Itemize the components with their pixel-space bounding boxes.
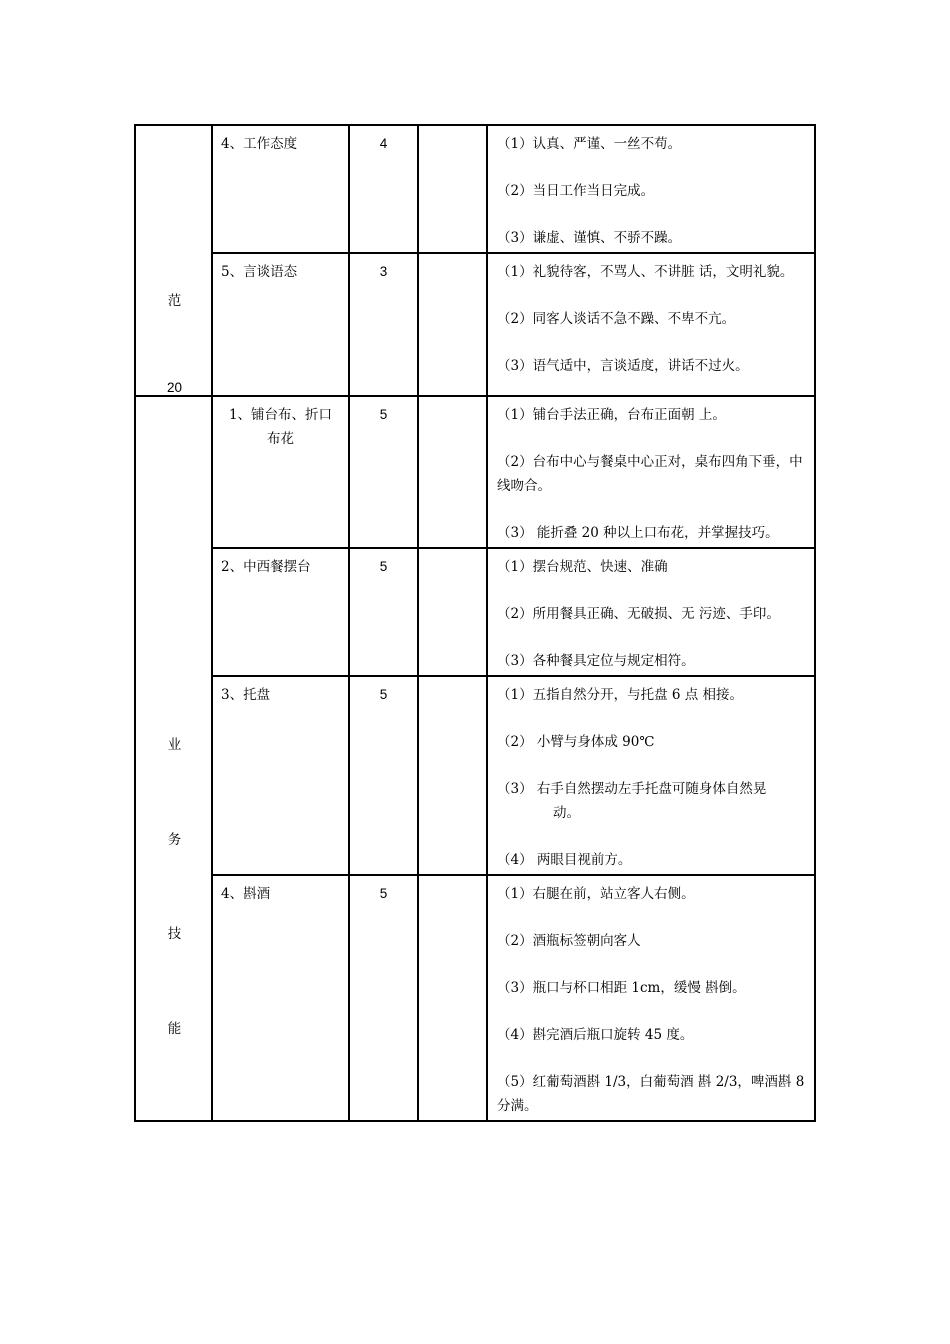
table-row [135, 396, 815, 548]
standard-line: （1）摆台规范、快速、准确 [497, 559, 668, 575]
table-row [135, 253, 815, 396]
category-cell-norms [135, 125, 212, 396]
score-value: 5 [379, 886, 388, 901]
blank-cell [418, 125, 487, 253]
score-value: 4 [379, 136, 388, 151]
blank-cell [418, 396, 487, 548]
standard-line: （1）礼貌待客，不骂人、不讲脏 话，文明礼貌。 [497, 264, 794, 280]
item-label: 3、托盘 [221, 687, 271, 703]
blank-cell [418, 875, 487, 1121]
standards-list [488, 126, 814, 250]
score-value: 3 [379, 264, 388, 279]
blank-cell [418, 253, 487, 396]
standard-line: （4）斟完酒后瓶口旋转 45 度。 [497, 1027, 694, 1043]
standard-line: （1）铺台手法正确，台布正面朝 上。 [497, 407, 726, 423]
standard-line: （3）瓶口与杯口相距 1cm，缓慢 斟倒。 [497, 980, 746, 996]
category-char: 技 [167, 926, 182, 942]
item-label: 4、工作态度 [221, 136, 298, 152]
table-row [135, 548, 815, 676]
category-char: 务 [167, 832, 182, 848]
standard-line: （3）语气适中，言谈适度，讲话不过火。 [497, 358, 749, 374]
table-row [135, 875, 815, 1121]
standard-line: （1）右腿在前，站立客人右侧。 [497, 886, 695, 902]
standard-line: （2）所用餐具正确、无破损、无 污迹、手印。 [497, 606, 780, 622]
standards-list [488, 549, 814, 673]
standard-line: （3） 能折叠 20 种以上口布花，并掌握技巧。 [497, 525, 779, 541]
blank-cell [418, 676, 487, 875]
score-value: 5 [379, 559, 388, 574]
score-value: 5 [379, 407, 388, 422]
standard-line: （2）酒瓶标签朝向客人 [497, 933, 641, 949]
standards-list [488, 677, 814, 872]
standard-line: （2）当日工作当日完成。 [497, 183, 655, 199]
category-char: 能 [167, 1021, 182, 1037]
category-score: 20 [166, 380, 183, 395]
standard-line: （4） 两眼目视前方。 [497, 852, 632, 868]
table-row [135, 125, 815, 253]
standard-line: （5）红葡萄酒斟 1/3，白葡萄酒 斟 2/3，啤酒斟 8 分满。 [497, 1074, 805, 1114]
standards-list [488, 254, 814, 378]
item-label-line: 1、铺台布、折口 [228, 407, 333, 423]
score-value: 5 [379, 687, 388, 702]
standard-line: （1）五指自然分开，与托盘 6 点 相接。 [497, 687, 744, 703]
category-char: 业 [167, 737, 182, 753]
item-label: 2、中西餐摆台 [221, 559, 311, 575]
standards-list [488, 397, 814, 545]
category-cell-skills [135, 396, 212, 1121]
table-row [135, 676, 815, 875]
standard-line: （3） 右手自然摆动左手托盘可随身体自然晃 [497, 781, 767, 797]
standards-list [488, 876, 814, 1118]
standard-line: （3）各种餐具定位与规定相符。 [497, 653, 695, 669]
item-label-line: 布花 [267, 431, 294, 447]
blank-cell [418, 548, 487, 676]
item-label: 4、斟酒 [221, 886, 271, 902]
standard-line: （3）谦虚、谨慎、不骄不躁。 [497, 230, 682, 246]
item-label [213, 397, 348, 451]
scoring-table [134, 124, 816, 1122]
standard-line: （2）同客人谈话不急不躁、不卑不亢。 [497, 311, 736, 327]
standard-line: （2）台布中心与餐桌中心正对，桌布四角下垂，中线吻合。 [497, 454, 803, 494]
category-char: 范 [167, 293, 182, 309]
standard-line: （1）认真、严谨、一丝不苟。 [497, 136, 682, 152]
item-label: 5、言谈语态 [221, 264, 298, 280]
standard-line-continuation: 动。 [553, 805, 580, 821]
standard-line: （2） 小臂与身体成 90℃ [497, 734, 655, 750]
